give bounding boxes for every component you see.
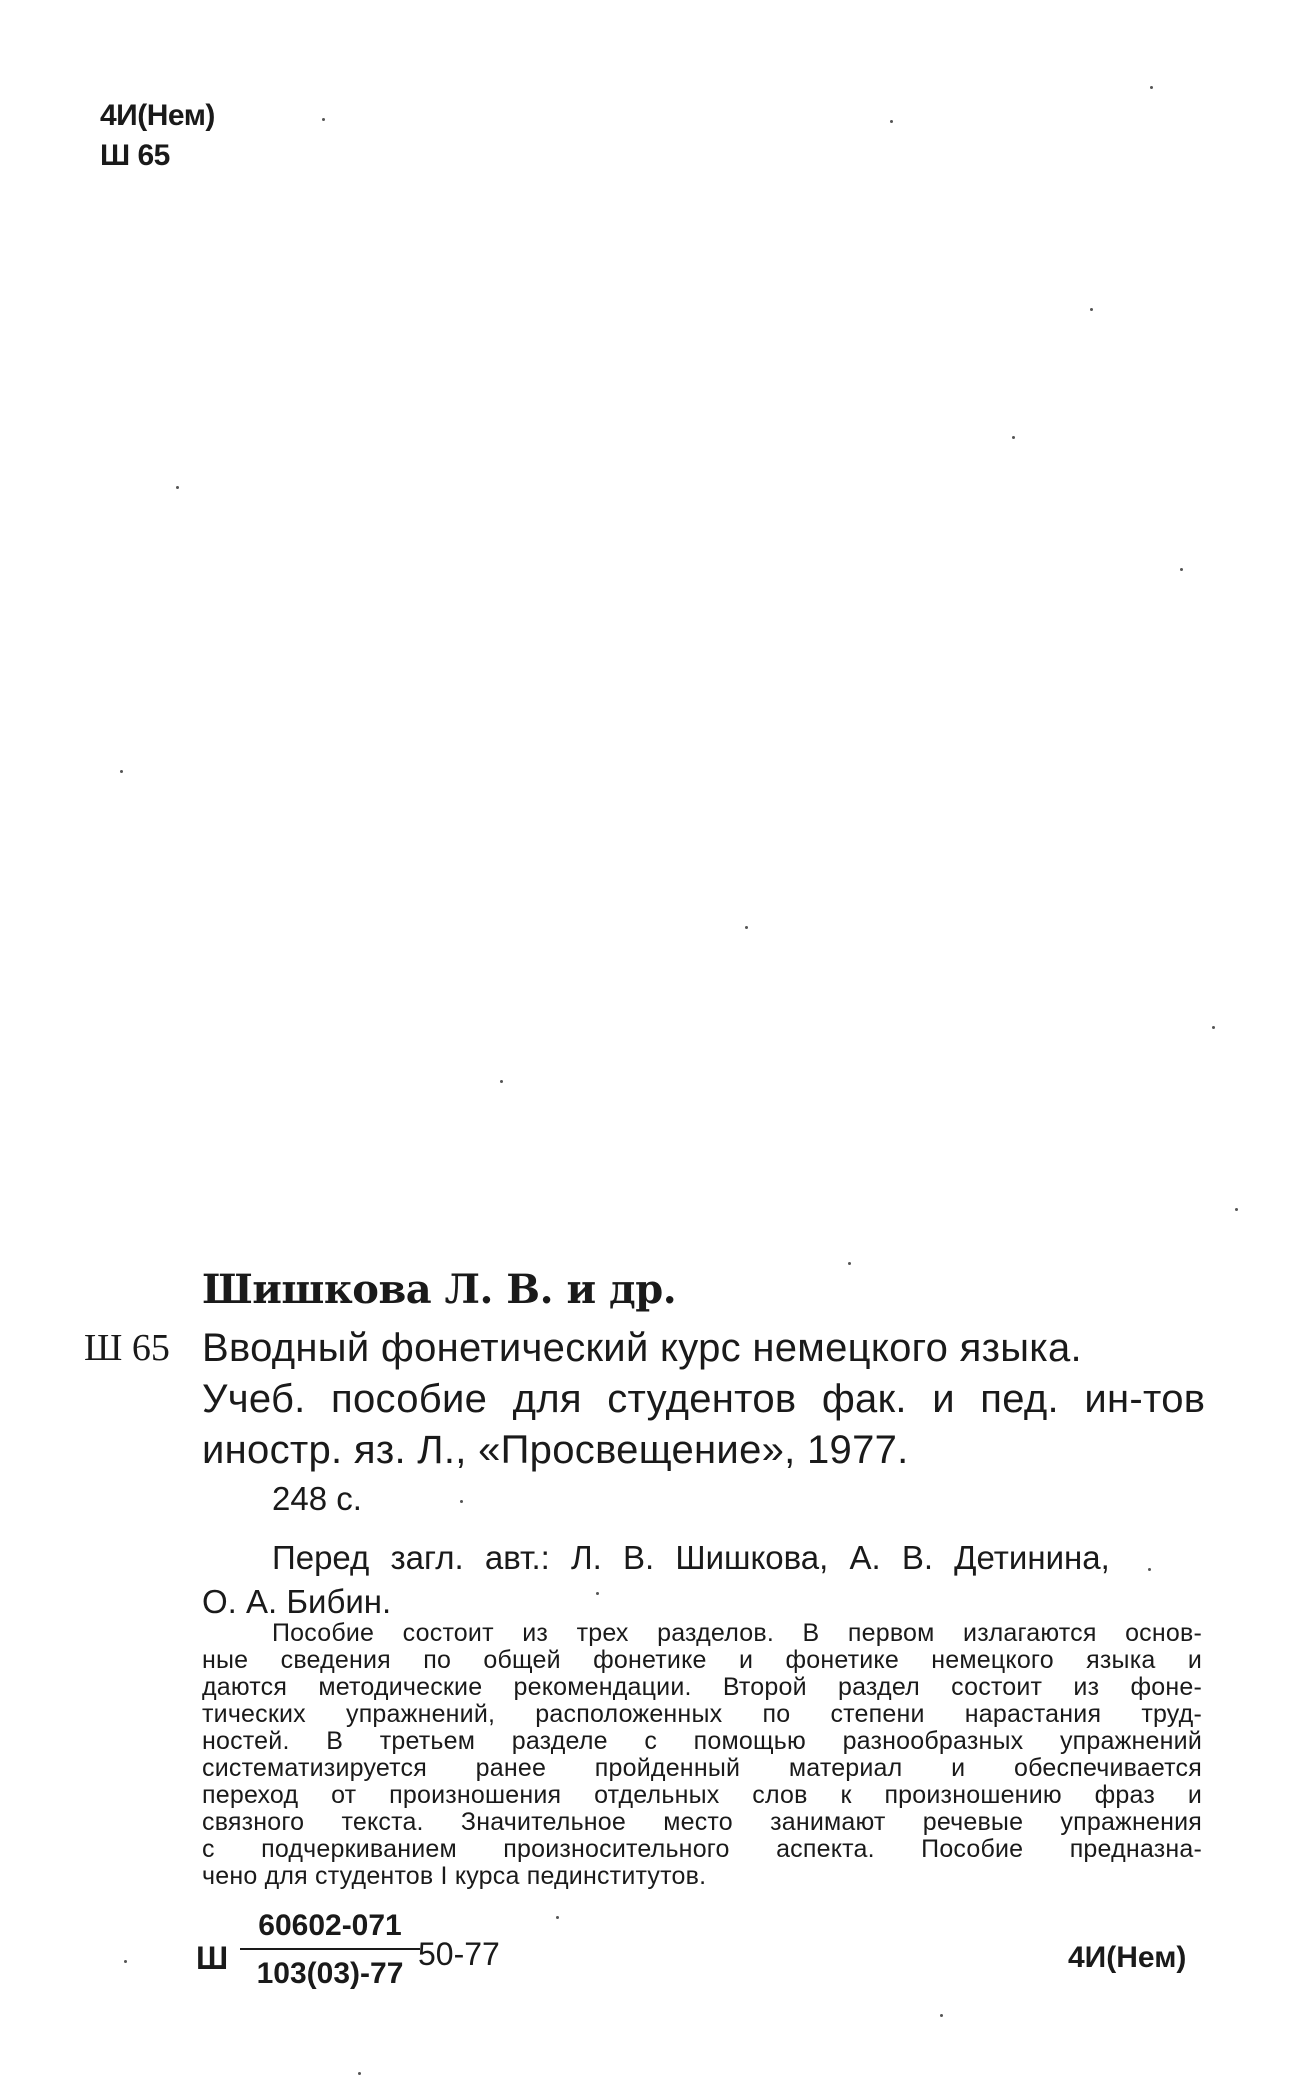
scan-speck [596,1592,599,1595]
scan-speck [1090,308,1093,311]
author-line: Шишкова Л. В. и др. [202,1266,677,1313]
title-line: иностр. яз. Л., «Просвещение», 1977. [202,1428,909,1472]
annotation-line: систематизируется ранее пройденный материал и обеспечивается [202,1754,1202,1782]
scan-speck [940,2014,943,2017]
index-code: 50-77 [418,1936,500,1972]
annotation-line: связного текста. Значительное место занимают речевые упражнения [202,1808,1202,1836]
scan-speck [120,770,123,773]
classification-header [100,96,215,176]
page-count: 248 с. [272,1480,362,1517]
annotation-line: с подчеркиванием произносительного аспекта. Пособие предназна- [202,1835,1202,1863]
annotation-line: чено для студентов I курса пединститутов. [202,1862,707,1890]
title-line: Вводный фонетический курс немецкого языка. [202,1326,1082,1370]
index-classification: 4И(Нем) [1068,1941,1187,1974]
index-numerator: 60602-071 [240,1906,420,1950]
scan-speck [358,2072,361,2075]
scan-speck [1148,1568,1151,1571]
class-code: 4И(Нем) [100,99,215,132]
call-mark: Ш 65 [100,139,170,172]
title-block [202,1323,1206,1476]
scan-speck [1180,568,1183,571]
annotation-line: ностей. В третьем разделе с помощью разнообразных упражнений [202,1727,1202,1755]
scan-speck [124,1960,127,1963]
title-line: Учеб. пособие для студентов фак. и пед. ин-тов [202,1377,1206,1421]
index-fraction [240,1906,420,1994]
annotation-line: Пособие состоит из трех разделов. В первом излагаются основ- [272,1619,1202,1647]
annotation-line: даются методические рекомендации. Второй раздел состоит из фоне- [202,1673,1202,1701]
scan-speck [1150,86,1153,89]
scan-speck [848,1262,851,1265]
index-denominator: 103(03)-77 [256,1957,404,1990]
annotation-line: ные сведения по общей фонетике и фонетике немецкого языка и [202,1646,1202,1674]
authors-note-line: О. А. Бибин. [202,1583,392,1620]
entry-call-mark: Ш 65 [84,1327,170,1369]
scan-speck [745,926,748,929]
annotation-line: тических упражнений, расположенных по степени нарастания труд- [202,1700,1202,1728]
index-letter: Ш [196,1940,229,1976]
scan-speck [176,486,179,489]
scan-speck [556,1916,559,1919]
scan-speck [500,1080,503,1083]
annotation [202,1620,1202,1890]
scan-speck [1012,436,1015,439]
scan-speck [890,120,893,123]
authors-note [202,1536,1202,1624]
annotation-line: переход от произношения отдельных слов к произношению фраз и [202,1781,1202,1809]
scan-speck [322,118,325,121]
scan-speck [1212,1026,1215,1029]
scan-speck [1235,1208,1238,1211]
scan-speck [460,1500,463,1503]
authors-note-line: Перед загл. авт.: Л. В. Шишкова, А. В. Детинина, [272,1539,1110,1576]
